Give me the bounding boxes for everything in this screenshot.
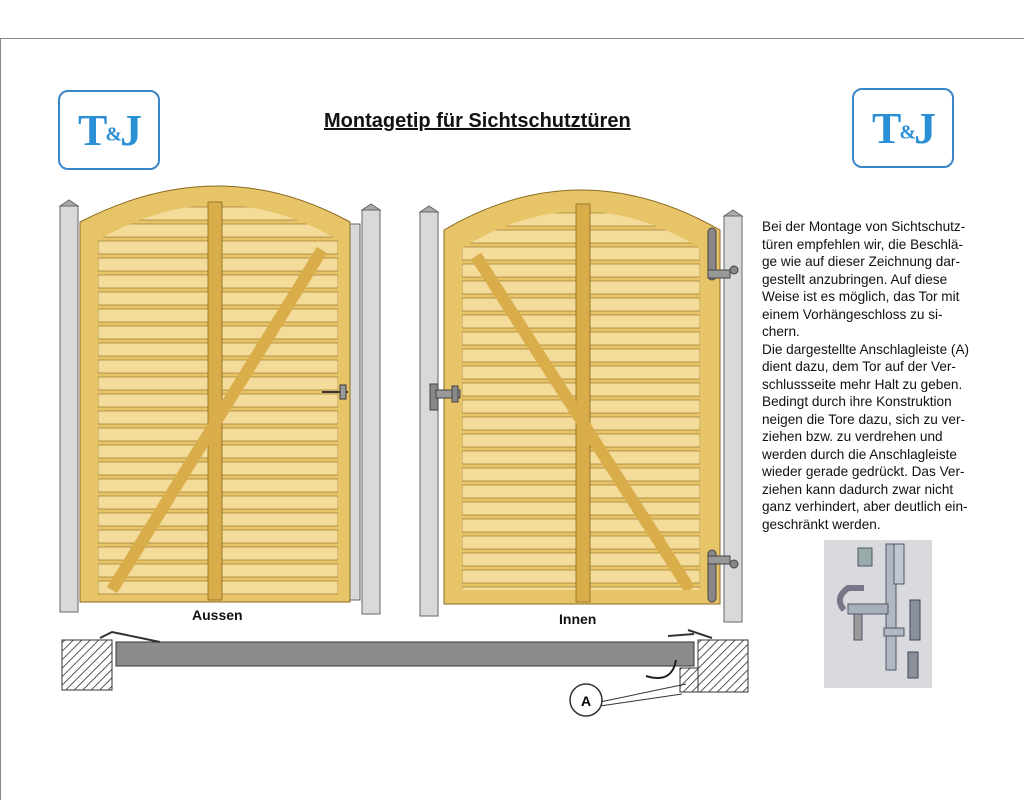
label-outside: Aussen xyxy=(192,607,243,623)
gate-section xyxy=(116,642,694,666)
post-right xyxy=(362,210,380,614)
center-batten-left xyxy=(208,202,222,600)
center-batten-right xyxy=(576,204,590,602)
stop-strip-section xyxy=(680,668,698,692)
gate-outside xyxy=(60,186,380,614)
page-title: Montagetip für Sichtschutztüren xyxy=(324,110,631,132)
post-left-inner xyxy=(420,212,438,616)
tj-logo-right: T&J xyxy=(852,88,954,168)
marker-a-label: A xyxy=(580,693,592,709)
post-left xyxy=(60,206,78,612)
description-text: Bei der Montage von Sichtschutz- türen empfehlen wir, die Beschlä- ge wie auf dieser Zeichnung dar- gestellt anzubringen. Auf diese Weise ist es möglich, das Tor mit einem Vorhängeschloss zu si- chern. Die dargestellte Anschlagleiste (A) dient dazu, dem Tor auf der Ver- schlussseite mehr Halt zu geben. Bedingt durch ihre Konstruktion neigen die Tore dazu, sich zu ver- ziehen bzw. zu verdrehen und werden durch die Anschlagleiste wieder gerade gedrückt. Das Ver- ziehen kann dadurch zwar nicht ganz verhindert, aber deutlich ein- geschränkt werden. xyxy=(762,219,970,532)
label-inside: Innen xyxy=(559,611,597,627)
hardware-photo xyxy=(824,540,932,688)
tj-logo-left: T&J xyxy=(58,90,160,170)
post-section-left xyxy=(62,640,112,690)
hardware-illustration xyxy=(824,540,932,688)
plan-view xyxy=(62,630,748,716)
gate-inside xyxy=(420,190,742,622)
post-section-right xyxy=(698,640,748,692)
